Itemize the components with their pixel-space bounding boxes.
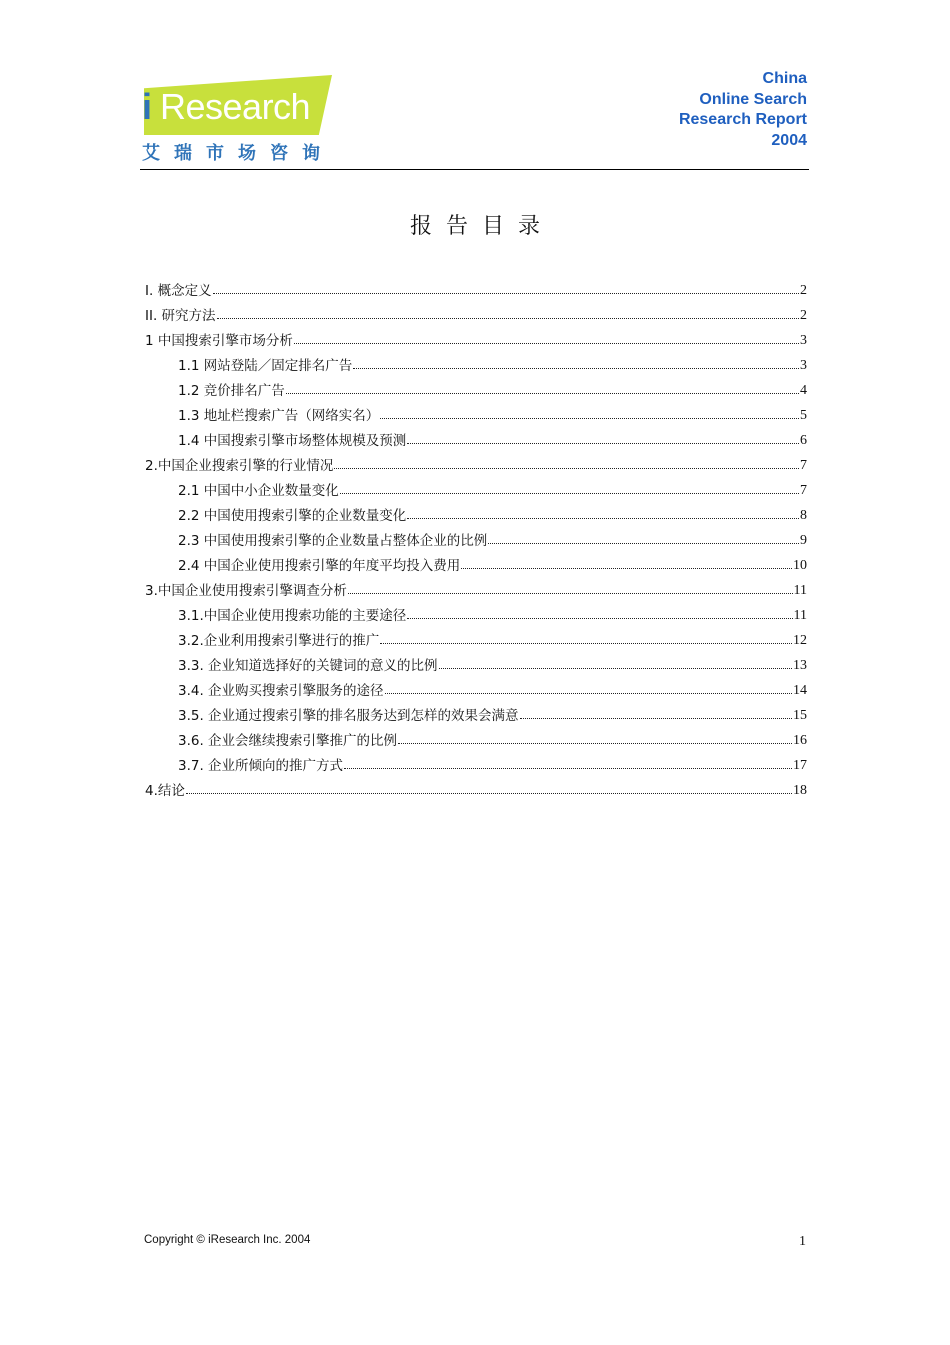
toc-entry-page: 18 bbox=[793, 783, 807, 798]
toc-entry-label: I. 概念定义 bbox=[145, 283, 212, 299]
toc-entry[interactable] bbox=[145, 349, 807, 374]
toc-entry-label: 1 中国搜索引擎市场分析 bbox=[145, 333, 293, 349]
toc-entry[interactable] bbox=[145, 549, 807, 574]
logo-wordmark: Research bbox=[160, 86, 311, 127]
toc-entry-label: 2.2 中国使用搜索引擎的企业数量变化 bbox=[178, 508, 407, 524]
toc-entry-label: 1.3 地址栏搜索广告（网络实名） bbox=[178, 408, 380, 424]
toc-entry-label: 3.7. 企业所倾向的推广方式 bbox=[178, 758, 344, 774]
toc-entry-label: 3.1.中国企业使用搜索功能的主要途径 bbox=[178, 608, 407, 624]
toc-entry-label: 3.3. 企业知道选择好的关键词的意义的比例 bbox=[178, 658, 438, 674]
toc-dot-leader bbox=[213, 293, 799, 294]
toc-entry[interactable] bbox=[145, 699, 807, 724]
toc-entry-label: 3.2.企业利用搜索引擎进行的推广 bbox=[178, 633, 380, 649]
toc-entry-label: 2.3 中国使用搜索引擎的企业数量占整体企业的比例 bbox=[178, 533, 488, 549]
toc-entry[interactable] bbox=[145, 424, 807, 449]
toc-entry[interactable] bbox=[145, 724, 807, 749]
toc-dot-leader bbox=[461, 568, 792, 569]
toc-entry-label: 2.4 中国企业使用搜索引擎的年度平均投入费用 bbox=[178, 558, 461, 574]
toc-dot-leader bbox=[520, 718, 792, 719]
toc-dot-leader bbox=[348, 593, 793, 594]
toc-entry-page: 10 bbox=[793, 558, 807, 573]
toc-entry-page: 11 bbox=[793, 583, 807, 598]
toc-dot-leader bbox=[407, 443, 799, 444]
toc-entry[interactable] bbox=[145, 749, 807, 774]
toc-entry[interactable] bbox=[145, 599, 807, 624]
toc-entry-label: 1.4 中国搜索引擎市场整体规模及预测 bbox=[178, 433, 407, 449]
toc-dot-leader bbox=[353, 368, 799, 369]
toc-entry-label: 2.1 中国中小企业数量变化 bbox=[178, 483, 339, 499]
footer-page-number: 1 bbox=[799, 1234, 806, 1249]
toc-dot-leader bbox=[294, 343, 799, 344]
logo-letter-i: i bbox=[142, 86, 153, 127]
toc-entry[interactable] bbox=[145, 324, 807, 349]
toc-entry[interactable] bbox=[145, 474, 807, 499]
toc-dot-leader bbox=[380, 643, 792, 644]
iresearch-logo bbox=[140, 73, 340, 163]
toc-entry[interactable] bbox=[145, 574, 807, 599]
logo-chinese-name: 艾瑞市场咨询 bbox=[142, 143, 334, 164]
toc-entry[interactable] bbox=[145, 399, 807, 424]
toc-dot-leader bbox=[398, 743, 792, 744]
toc-entry-page: 3 bbox=[800, 358, 807, 373]
toc-entry-label: 1.1 网站登陆／固定排名广告 bbox=[178, 358, 353, 374]
toc-entry[interactable] bbox=[145, 374, 807, 399]
toc-entry-page: 2 bbox=[800, 308, 807, 323]
toc-entry[interactable] bbox=[145, 524, 807, 549]
toc-entry-page: 15 bbox=[793, 708, 807, 723]
toc-dot-leader bbox=[407, 518, 799, 519]
toc-entry[interactable] bbox=[145, 299, 807, 324]
toc-entry-page: 11 bbox=[793, 608, 807, 623]
report-title-line: Research Report bbox=[678, 111, 807, 128]
toc-entry-label: 3.中国企业使用搜索引擎调查分析 bbox=[145, 583, 347, 599]
toc-dot-leader bbox=[385, 693, 792, 694]
toc-entry-page: 9 bbox=[800, 533, 807, 548]
report-title-line: 2004 bbox=[771, 131, 807, 149]
toc-entry-label: 2.中国企业搜索引擎的行业情况 bbox=[145, 458, 334, 474]
report-title-line: China bbox=[762, 70, 807, 87]
toc-entry-page: 7 bbox=[800, 483, 807, 498]
toc-dot-leader bbox=[439, 668, 792, 669]
table-of-contents bbox=[145, 274, 807, 799]
header-divider bbox=[140, 169, 809, 170]
toc-entry-label: II. 研究方法 bbox=[145, 308, 216, 324]
toc-entry-label: 1.2 竞价排名广告 bbox=[178, 383, 285, 399]
toc-entry[interactable] bbox=[145, 499, 807, 524]
toc-entry-label: 3.5. 企业通过搜索引擎的排名服务达到怎样的效果会满意 bbox=[178, 708, 519, 724]
toc-entry-page: 7 bbox=[800, 458, 807, 473]
toc-entry-page: 8 bbox=[800, 508, 807, 523]
toc-entry[interactable] bbox=[145, 674, 807, 699]
toc-entry-page: 12 bbox=[793, 633, 807, 648]
toc-dot-leader bbox=[488, 543, 799, 544]
report-title bbox=[679, 69, 807, 151]
toc-entry[interactable] bbox=[145, 774, 807, 799]
toc-entry-page: 4 bbox=[800, 383, 807, 398]
toc-entry[interactable] bbox=[145, 624, 807, 649]
toc-dot-leader bbox=[334, 468, 799, 469]
toc-entry-label: 4.结论 bbox=[145, 783, 185, 799]
toc-dot-leader bbox=[344, 768, 792, 769]
toc-entry-page: 16 bbox=[793, 733, 807, 748]
toc-entry-page: 17 bbox=[793, 758, 807, 773]
report-title-line: Online Search bbox=[699, 90, 807, 108]
toc-entry-label: 3.4. 企业购买搜索引擎服务的途径 bbox=[178, 683, 384, 699]
toc-dot-leader bbox=[186, 793, 792, 794]
toc-entry-page: 6 bbox=[800, 433, 807, 448]
toc-entry-page: 2 bbox=[800, 283, 807, 298]
footer-copyright: Copyright © iResearch Inc. 2004 bbox=[144, 1234, 311, 1246]
toc-dot-leader bbox=[380, 418, 799, 419]
toc-entry[interactable] bbox=[145, 449, 807, 474]
toc-entry[interactable] bbox=[145, 274, 807, 299]
toc-dot-leader bbox=[340, 493, 799, 494]
toc-entry-page: 5 bbox=[800, 408, 807, 423]
toc-heading: 报告目录 bbox=[409, 214, 554, 239]
toc-dot-leader bbox=[407, 618, 792, 619]
toc-dot-leader bbox=[286, 393, 799, 394]
toc-dot-leader bbox=[217, 318, 799, 319]
toc-entry-label: 3.6. 企业会继续搜索引擎推广的比例 bbox=[178, 733, 398, 749]
toc-entry-page: 14 bbox=[793, 683, 807, 698]
toc-entry[interactable] bbox=[145, 649, 807, 674]
toc-entry-page: 13 bbox=[793, 658, 807, 673]
toc-entry-page: 3 bbox=[800, 333, 807, 348]
